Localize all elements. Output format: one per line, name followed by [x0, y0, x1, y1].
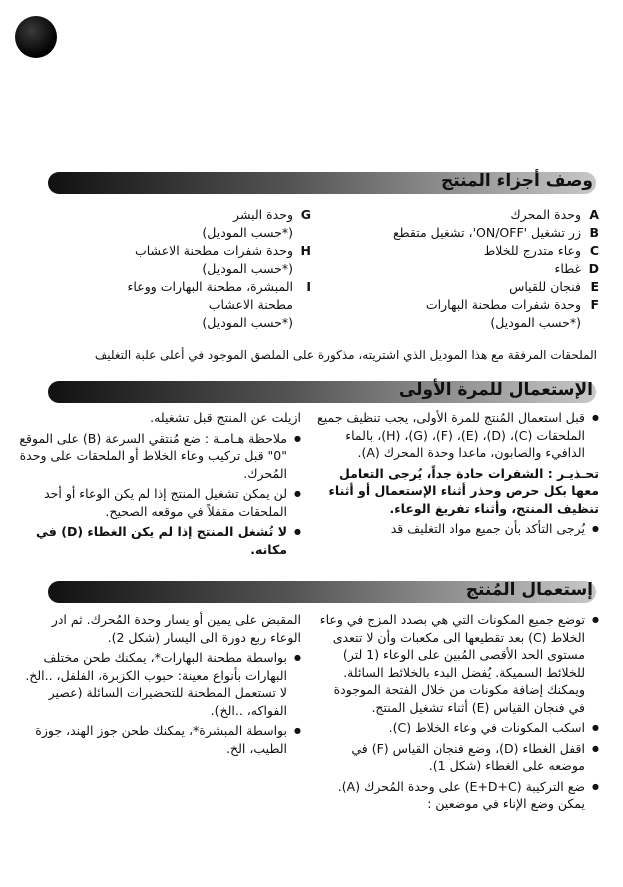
part-label: وحدة شفرات مطحنة البهارات	[425, 297, 581, 312]
part-letter: F	[590, 297, 599, 312]
part-item	[309, 260, 599, 278]
instruction-item: ● لا تُشغل المنتج إذا لم يكن الغطاء (D) في مكانه.	[18, 523, 301, 558]
part-label: (*حسب الموديل)	[202, 225, 293, 240]
part-letter: A	[589, 207, 599, 222]
parts-list-left	[21, 206, 311, 332]
section-title-parts: وصف أجزاء المنتج	[441, 171, 593, 191]
part-letter: B	[589, 225, 599, 240]
section-title-usage: إستعمال المُنتج	[465, 580, 593, 600]
instruction-item: ● لن يمكن تشغيل المنتج إذا لم يكن الوعاء أو أحد الملحقات مقفلاً في موقعه الصحيح.	[18, 485, 301, 520]
part-label: زر تشغيل 'ON/OFF'، تشغيل متقطع	[393, 225, 581, 240]
first-use-right-column	[316, 409, 599, 541]
usage-right-column	[316, 611, 599, 816]
part-letter: E	[590, 279, 599, 294]
accessories-note: الملحقات المرفقة مع هذا الموديل الذي اشتريته، مذكورة على الملصق الموجود في أعلى علبة التغليف	[94, 348, 597, 362]
part-label: (*حسب الموديل)	[202, 261, 293, 276]
part-letter: H	[300, 243, 311, 258]
instruction-item: ● بواسطة مطحنة البهارات*، يمكنك طحن مختلف البهارات بأنواع معينة: حبوب الكزبرة، الفلفل، ..الخ. لا تستعمل المطحنة للتحضيرات السائلة (عصير الفواكه، ..الخ).	[18, 649, 301, 719]
part-letter: I	[306, 279, 311, 294]
first-use-left-column	[18, 409, 301, 561]
instruction-item: ● توضع جميع المكونات التي هي بصدد المزج في وعاء الخلاط (C) بعد تقطيعها الى مكعبات وأن لا تتعدى مستوى الحد الأقصى المُبين على الوعاء (1 لتر) للخلائط السميكة. يُفضل البدء بالخلائط السائلة. ويمكنك إضافة مكونات من خلال الفتحة الموجودة في فنجان القياس (E) أثناء تشغيل المنتج.	[316, 611, 599, 716]
part-label: مطحنة الاعشاب	[208, 297, 293, 312]
usage-left-column	[18, 611, 301, 760]
part-label: (*حسب الموديل)	[202, 315, 293, 330]
part-letter: G	[300, 207, 311, 222]
part-item	[309, 224, 599, 242]
part-item	[21, 242, 311, 278]
part-label: وعاء متدرج للخلاط	[483, 243, 581, 258]
instruction-item: ● ملاحظة هـامـة : ضع مُنتقي السرعة (B) على الموقع "0" قبل تركيب وعاء الخلاط أو الملحقات على وحدة المُحرك.	[18, 430, 301, 483]
instruction-item: ● بواسطة المبشرة*، يمكنك طحن جوز الهند، جوزة الطيب، الخ.	[18, 722, 301, 757]
instruction-item: ● اقفل الغطاء (D)، وضع فنجان القياس (F) في موضعه على الغطاء (شكل 1).	[316, 740, 599, 775]
instruction-item: المقبض على يمين أو يسار وحدة المُحرك. ثم ادر الوعاء ربع دورة الى اليسار (شكل 2).	[51, 612, 301, 645]
part-item	[21, 278, 311, 332]
part-item	[309, 206, 599, 224]
part-label: (*حسب الموديل)	[490, 315, 581, 330]
part-item	[309, 242, 599, 260]
header-black-circle	[15, 16, 57, 58]
instruction-item: ● يُرجى التأكد بأن جميع مواد التغليف قد	[316, 520, 599, 538]
instruction-item: ازيلت عن المنتج قبل تشغيله.	[150, 410, 301, 425]
part-item	[309, 278, 599, 296]
part-label: غطاء	[554, 261, 581, 276]
part-label: المبشرة، مطحنة البهارات ووعاء	[127, 279, 293, 294]
instruction-item: ● ضع التركيبة (E+D+C) على وحدة المُحرك (A). يمكن وضع الإناء في موضعين :	[316, 778, 599, 813]
part-item	[21, 206, 311, 242]
part-label: فنجان للقياس	[509, 279, 581, 294]
section-title-first-use: الإستعمال للمرة الأولى	[398, 380, 593, 400]
part-letter: C	[589, 243, 599, 258]
part-item	[309, 296, 599, 332]
part-label: وحدة شفرات مطحنة الاعشاب	[134, 243, 293, 258]
instruction-item: ● اسكب المكونات في وعاء الخلاط (C).	[316, 719, 599, 737]
part-letter: D	[588, 261, 599, 276]
instruction-item: تحـذيـر : الشفرات حادة جداً، يُرجى التعامل معها بكل حرص وحذر أثناء الإستعمال أو أثناء تنظيف المنتج، وأثناء تفريغ الوعاء.	[328, 465, 599, 516]
part-label: وحدة المحرك	[510, 207, 581, 222]
part-label: وحدة البشر	[233, 207, 293, 222]
parts-list-right	[309, 206, 599, 332]
instruction-item: ● قبل استعمال المُنتج للمرة الأولى، يجب تنظيف جميع الملحقات (C)، (D)، (E)، (F)، (G)، (H)، بالماء الدافيء والصابون، ماعدا وحدة المحرك (A).	[316, 409, 599, 462]
